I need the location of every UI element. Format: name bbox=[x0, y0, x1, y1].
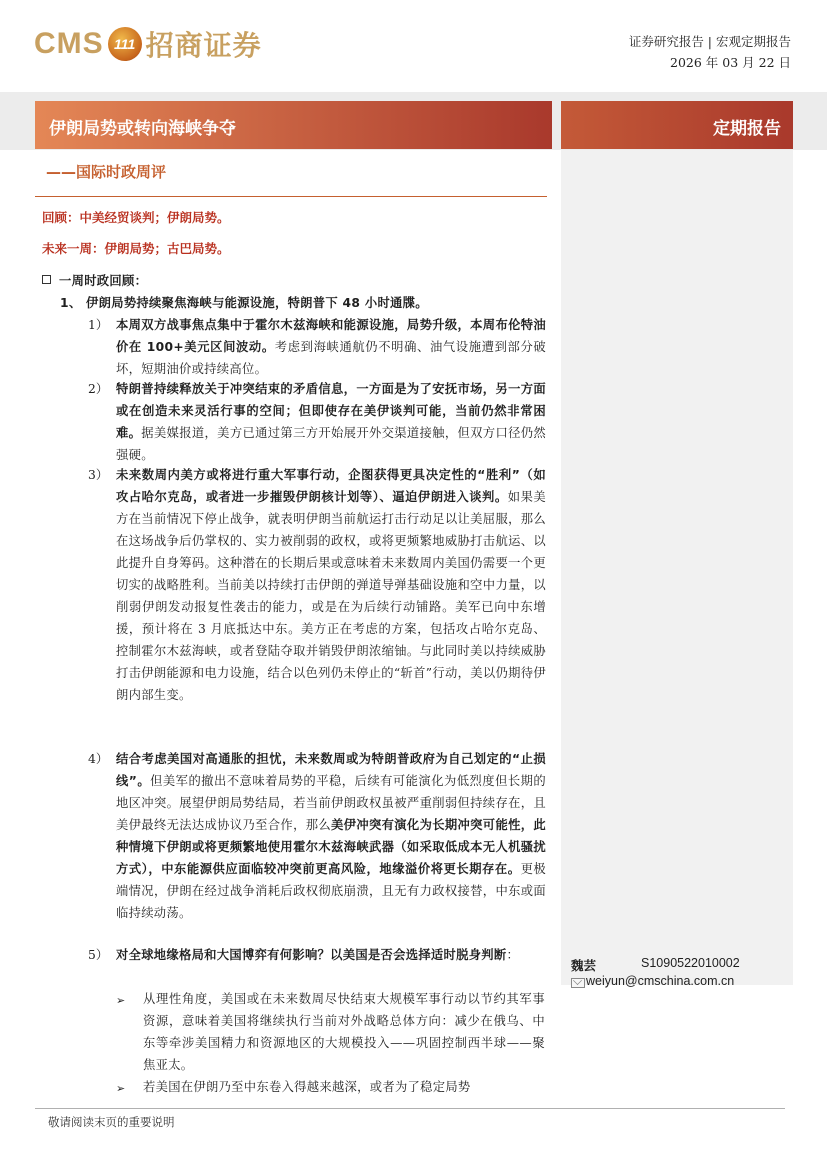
point-1-paragraph: 本周双方战事焦点集中于霍尔木兹海峡和能源设施，局势升级，本周布伦特油价在 100+美元区间波动。考虑到海峡通航仍不明确、油气设施遭到部分破坏，短期油价或持续高位。 bbox=[116, 318, 546, 376]
report-title: 伊朗局势或转向海峡争夺 bbox=[49, 119, 236, 139]
point-3-paragraph: 未来数周内美方或将进行重大军事行动，企图获得更具决定性的“胜利”（如攻占哈尔克岛，或者进一步摧毁伊朗核计划等）、逼迫伊朗进入谈判。如果美方在当前情况下停止战争，就表明伊朗当前航运打击行动足以让美屈服，那么在这场战争后仍掌权的、实力被削弱的政权，或将更频繁地威胁打击航运、以此提升自身筹码。这种潜在的长期后果或意味着未来数周内美国仍需要一个更切实的战略胜利。当前美以持续打击伊朗的弹道导弹基础设施和空中力量，以削弱伊朗发动报复性袭击的能力，或是在为后续行动铺路。美军已向中东增援，预计将在 3 月底抵达中东。美方正在考虑的方案，包括攻占哈尔克岛、控制霍尔木兹海峡，或者登陆夺取并销毁伊朗浓缩铀。与此同时美以持续威胁打击伊朗能源和电力设施，结合以色列仍未停止的“斩首”行动，美以仍期待伊朗内部生变。 bbox=[116, 468, 547, 702]
next-week-summary: 未来一周：伊朗局势；古巴局势。 bbox=[42, 241, 230, 256]
logo-latin: CMS bbox=[34, 27, 104, 60]
point-number: 4） bbox=[88, 752, 109, 766]
logo-mark-icon: 111 bbox=[108, 27, 142, 61]
subtitle-divider bbox=[35, 196, 547, 197]
review-summary: 回顾：中美经贸谈判；伊朗局势。 bbox=[42, 210, 230, 225]
point-number: 2） bbox=[88, 382, 109, 396]
company-logo bbox=[34, 22, 262, 66]
author-name: 魏芸 bbox=[571, 958, 597, 973]
item-1-heading: 1、 伊朗局势持续聚焦海峡与能源设施，特朗普下 48 小时通牒。 bbox=[60, 296, 428, 310]
section-heading: 一周时政回顾： bbox=[42, 270, 147, 292]
point-number: 3） bbox=[88, 468, 109, 482]
point-4-paragraph: 结合考虑美国对高通胀的担忧，未来数周或为特朗普政府为自己划定的“止损线”。但美军的撤出不意味着局势的平稳，后续有可能演化为低烈度但长期的地区冲突。展望伊朗局势结局，若当前伊朗政权虽被严重削弱但持续存在，且美伊最终无法达成协议乃至合作，那么美伊冲突有演化为长期冲突可能性，此种情境下伊朗或将更频繁地使用霍尔木兹海峡武器（如采取低成本无人机骚扰方式），中东能源供应面临较冲突前更高风险，地缘溢价将更长期存在。更极端情况，伊朗在经过战争消耗后政权彻底崩溃，且无有力政权接替，中东或面临持续动荡。 bbox=[116, 752, 546, 920]
side-panel bbox=[561, 150, 793, 985]
footer-note: 敬请阅读末页的重要说明 bbox=[48, 1115, 175, 1129]
page-header bbox=[0, 0, 827, 90]
report-subtitle: ——国际时政周评 bbox=[46, 163, 167, 181]
title-bar bbox=[35, 101, 552, 149]
bullet-paragraph: 若美国在伊朗乃至中东卷入得越来越深，或者为了稳定局势 bbox=[143, 1080, 471, 1094]
point-2-paragraph: 特朗普持续释放关于冲突结束的矛盾信息，一方面是为了安抚市场，另一方面或在创造未来灵活行事的空间；但即使存在美伊谈判可能，当前仍然非常困难。据美媒报道，美方已通过第三方开始展开外交渠道接触，但双方口径仍然强硬。 bbox=[116, 382, 546, 462]
author-email[interactable]: weiyun@cmschina.com.cn bbox=[586, 974, 735, 988]
checkbox-square-icon bbox=[42, 275, 51, 284]
point-5-paragraph: 对全球地缘格局和大国博弈有何影响？以美国是否会选择适时脱身判断： bbox=[116, 948, 520, 962]
mail-icon bbox=[571, 978, 585, 988]
point-number: 1） bbox=[88, 318, 109, 332]
report-type: 证券研究报告 | 宏观定期报告 bbox=[628, 34, 791, 49]
bullet-paragraph: 从理性角度，美国或在未来数周尽快结束大规模军事行动以节约其军事资源，意味着美国将继续执行当前对外战略总体方向：减少在俄乌、中东等牵涉美国精力和资源地区的大规模投入——巩固控制西半球——聚焦亚太。 bbox=[143, 992, 545, 1072]
arrow-bullet-icon: ➢ bbox=[116, 994, 126, 1007]
logo-chinese: 招商证券 bbox=[145, 29, 262, 62]
side-label-bar bbox=[561, 101, 793, 149]
author-certificate: S1090522010002 bbox=[641, 956, 740, 970]
side-label: 定期报告 bbox=[713, 119, 781, 139]
point-number: 5） bbox=[88, 948, 109, 962]
report-date: 2026 年 03 月 22 日 bbox=[670, 55, 791, 70]
footer-divider bbox=[35, 1108, 785, 1109]
arrow-bullet-icon: ➢ bbox=[116, 1082, 126, 1095]
